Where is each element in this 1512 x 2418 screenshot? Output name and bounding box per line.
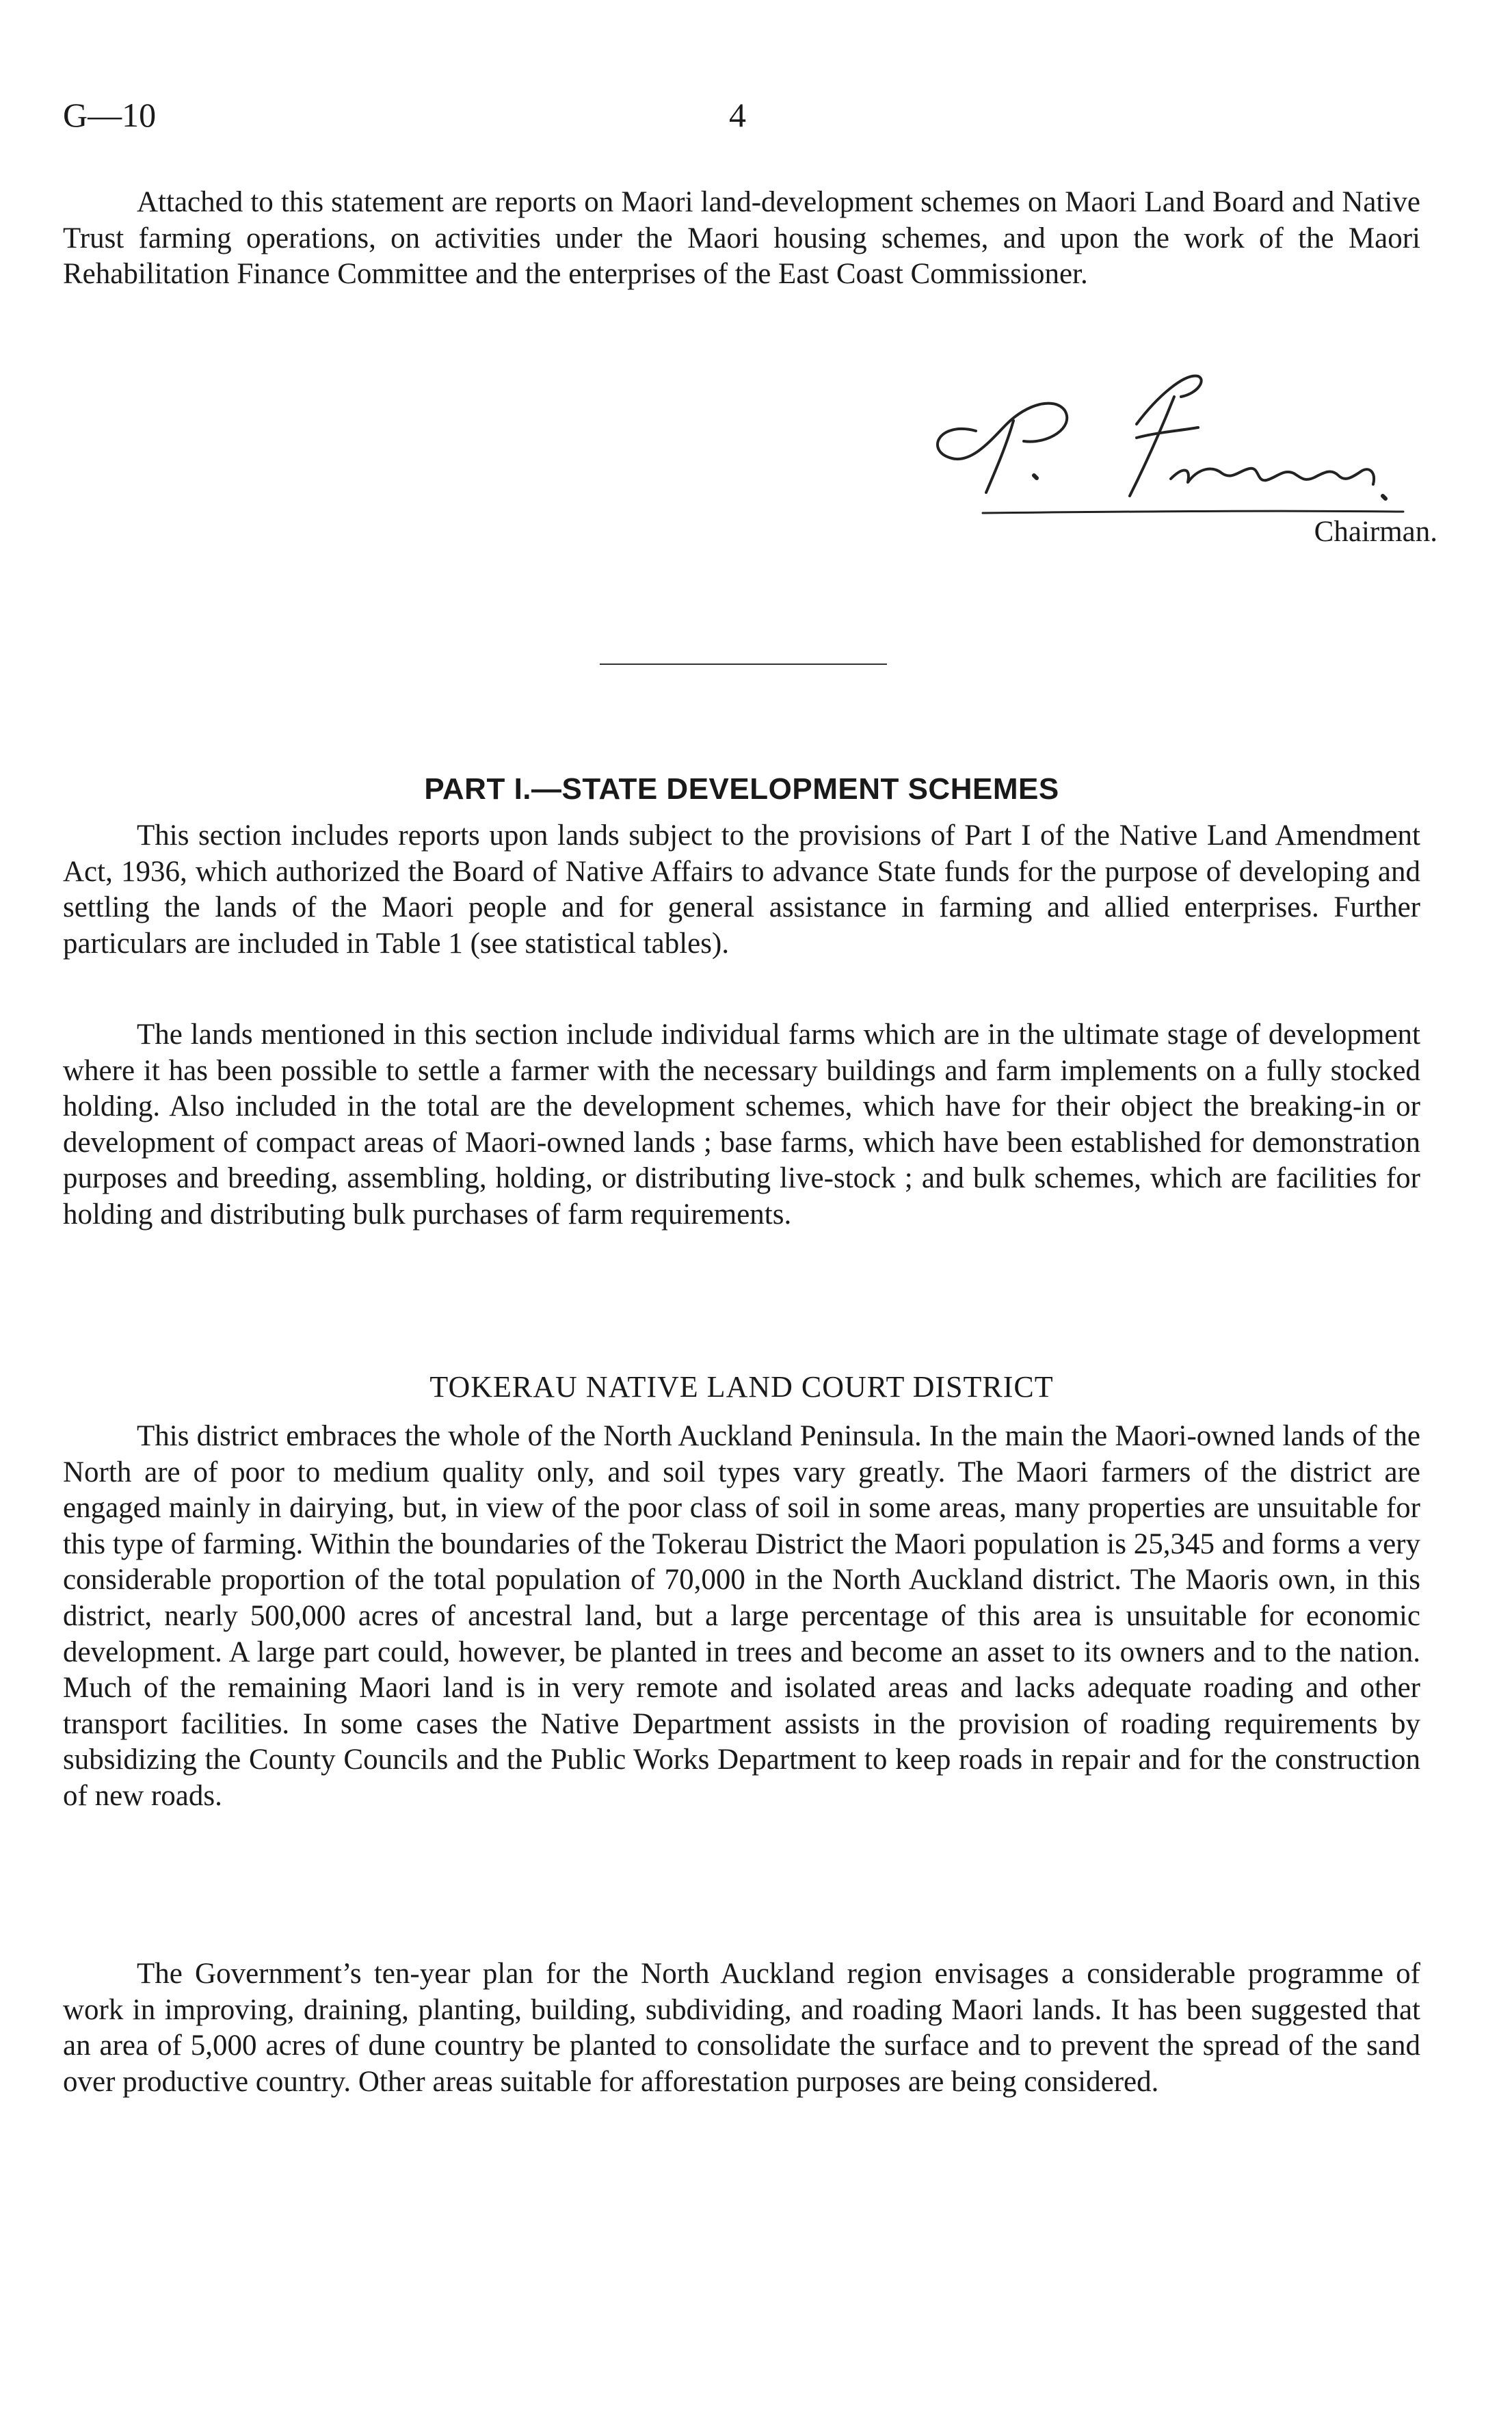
signature-block xyxy=(870,356,1437,561)
running-head xyxy=(63,94,1420,135)
document-page xyxy=(63,0,1437,2418)
part1-paragraph: The lands mentioned in this section include individual farms which are in the ultimate stage of development where it has been possible to settle a farmer with the necessary buildings and farm implements on a fully stocked holding. Also included in the total are the development schemes, which have for their object the breaking-in or development of compact areas of Maori-owned lands ; base farms, which have been established for demonstration purposes and breeding, assembling, holding, or distributing live-stock ; and bulk schemes, which are facilities for holding and distributing bulk purchases of farm requirements. xyxy=(63,1019,1420,1231)
district-paragraph: This district embraces the whole of the North Auckland Peninsula. In the main the Maori-owned lands of the North are of poor to medium quality only, and soil types vary greatly. The Maori farmers of the district are engaged mainly in dairying, but, in view of the poor class of soil in some areas, many properties are unsuitable for this type of farming. Within the boundaries of the Tokerau District the Maori population is 25,345 and forms a very considerable proportion of the total population of 70,000 in the North Auckland district. The Maoris own, in this district, nearly 500,000 acres of ancestral land, but a large percentage of this area is unsuitable for economic development. A large part could, however, be planted in trees and become an asset to its owners and to the nation. Much of the remaining Maori land is in very remote and isolated areas and lacks adequate roading and other transport facilities. In some cases the Native Department assists in the provision of roading requirements by subsidizing the County Councils and the Public Works Department to keep roads in repair and for the construction of new roads. xyxy=(63,1420,1420,1812)
district-heading: TOKERAU NATIVE LAND COURT DISTRICT xyxy=(429,1370,1054,1404)
handwritten-signature xyxy=(911,356,1431,520)
part1-paragraph: This section includes reports upon lands subject to the provisions of Part I of the Native Land Amendment Act, 1936, which authorized the Board of Native Affairs to advance State funds for the purpose of developing and settling the lands of the Maori people and for general assistance in farming and allied enterprises. Further particulars are included in Table 1 (see statistical tables). xyxy=(63,819,1420,960)
signatory-title: Chairman. xyxy=(1314,516,1437,548)
section-divider xyxy=(600,663,887,665)
page-number: 4 xyxy=(729,96,746,134)
intro-paragraph: Attached to this statement are reports on Maori land-development schemes on Maori Land Board and Native Trust farming operations, on activities under the Maori housing schemes, and upon the work of the Maori Rehabilitation Finance Committee and the enterprises of the East Coast Commissioner. xyxy=(63,186,1420,291)
part-heading: PART I.—STATE DEVELOPMENT SCHEMES xyxy=(424,772,1059,806)
district-paragraph: The Government’s ten-year plan for the North Auckland region envisages a considerable programme of work in improving, draining, planting, building, subdividing, and roading Maori lands. It has been suggested that an area of 5,000 acres of dune country be planted to consolidate the surface and to prevent the spread of the sand over productive country. Other areas suitable for afforestation purposes are being considered. xyxy=(63,1958,1420,2098)
document-reference: G—10 xyxy=(63,96,157,134)
